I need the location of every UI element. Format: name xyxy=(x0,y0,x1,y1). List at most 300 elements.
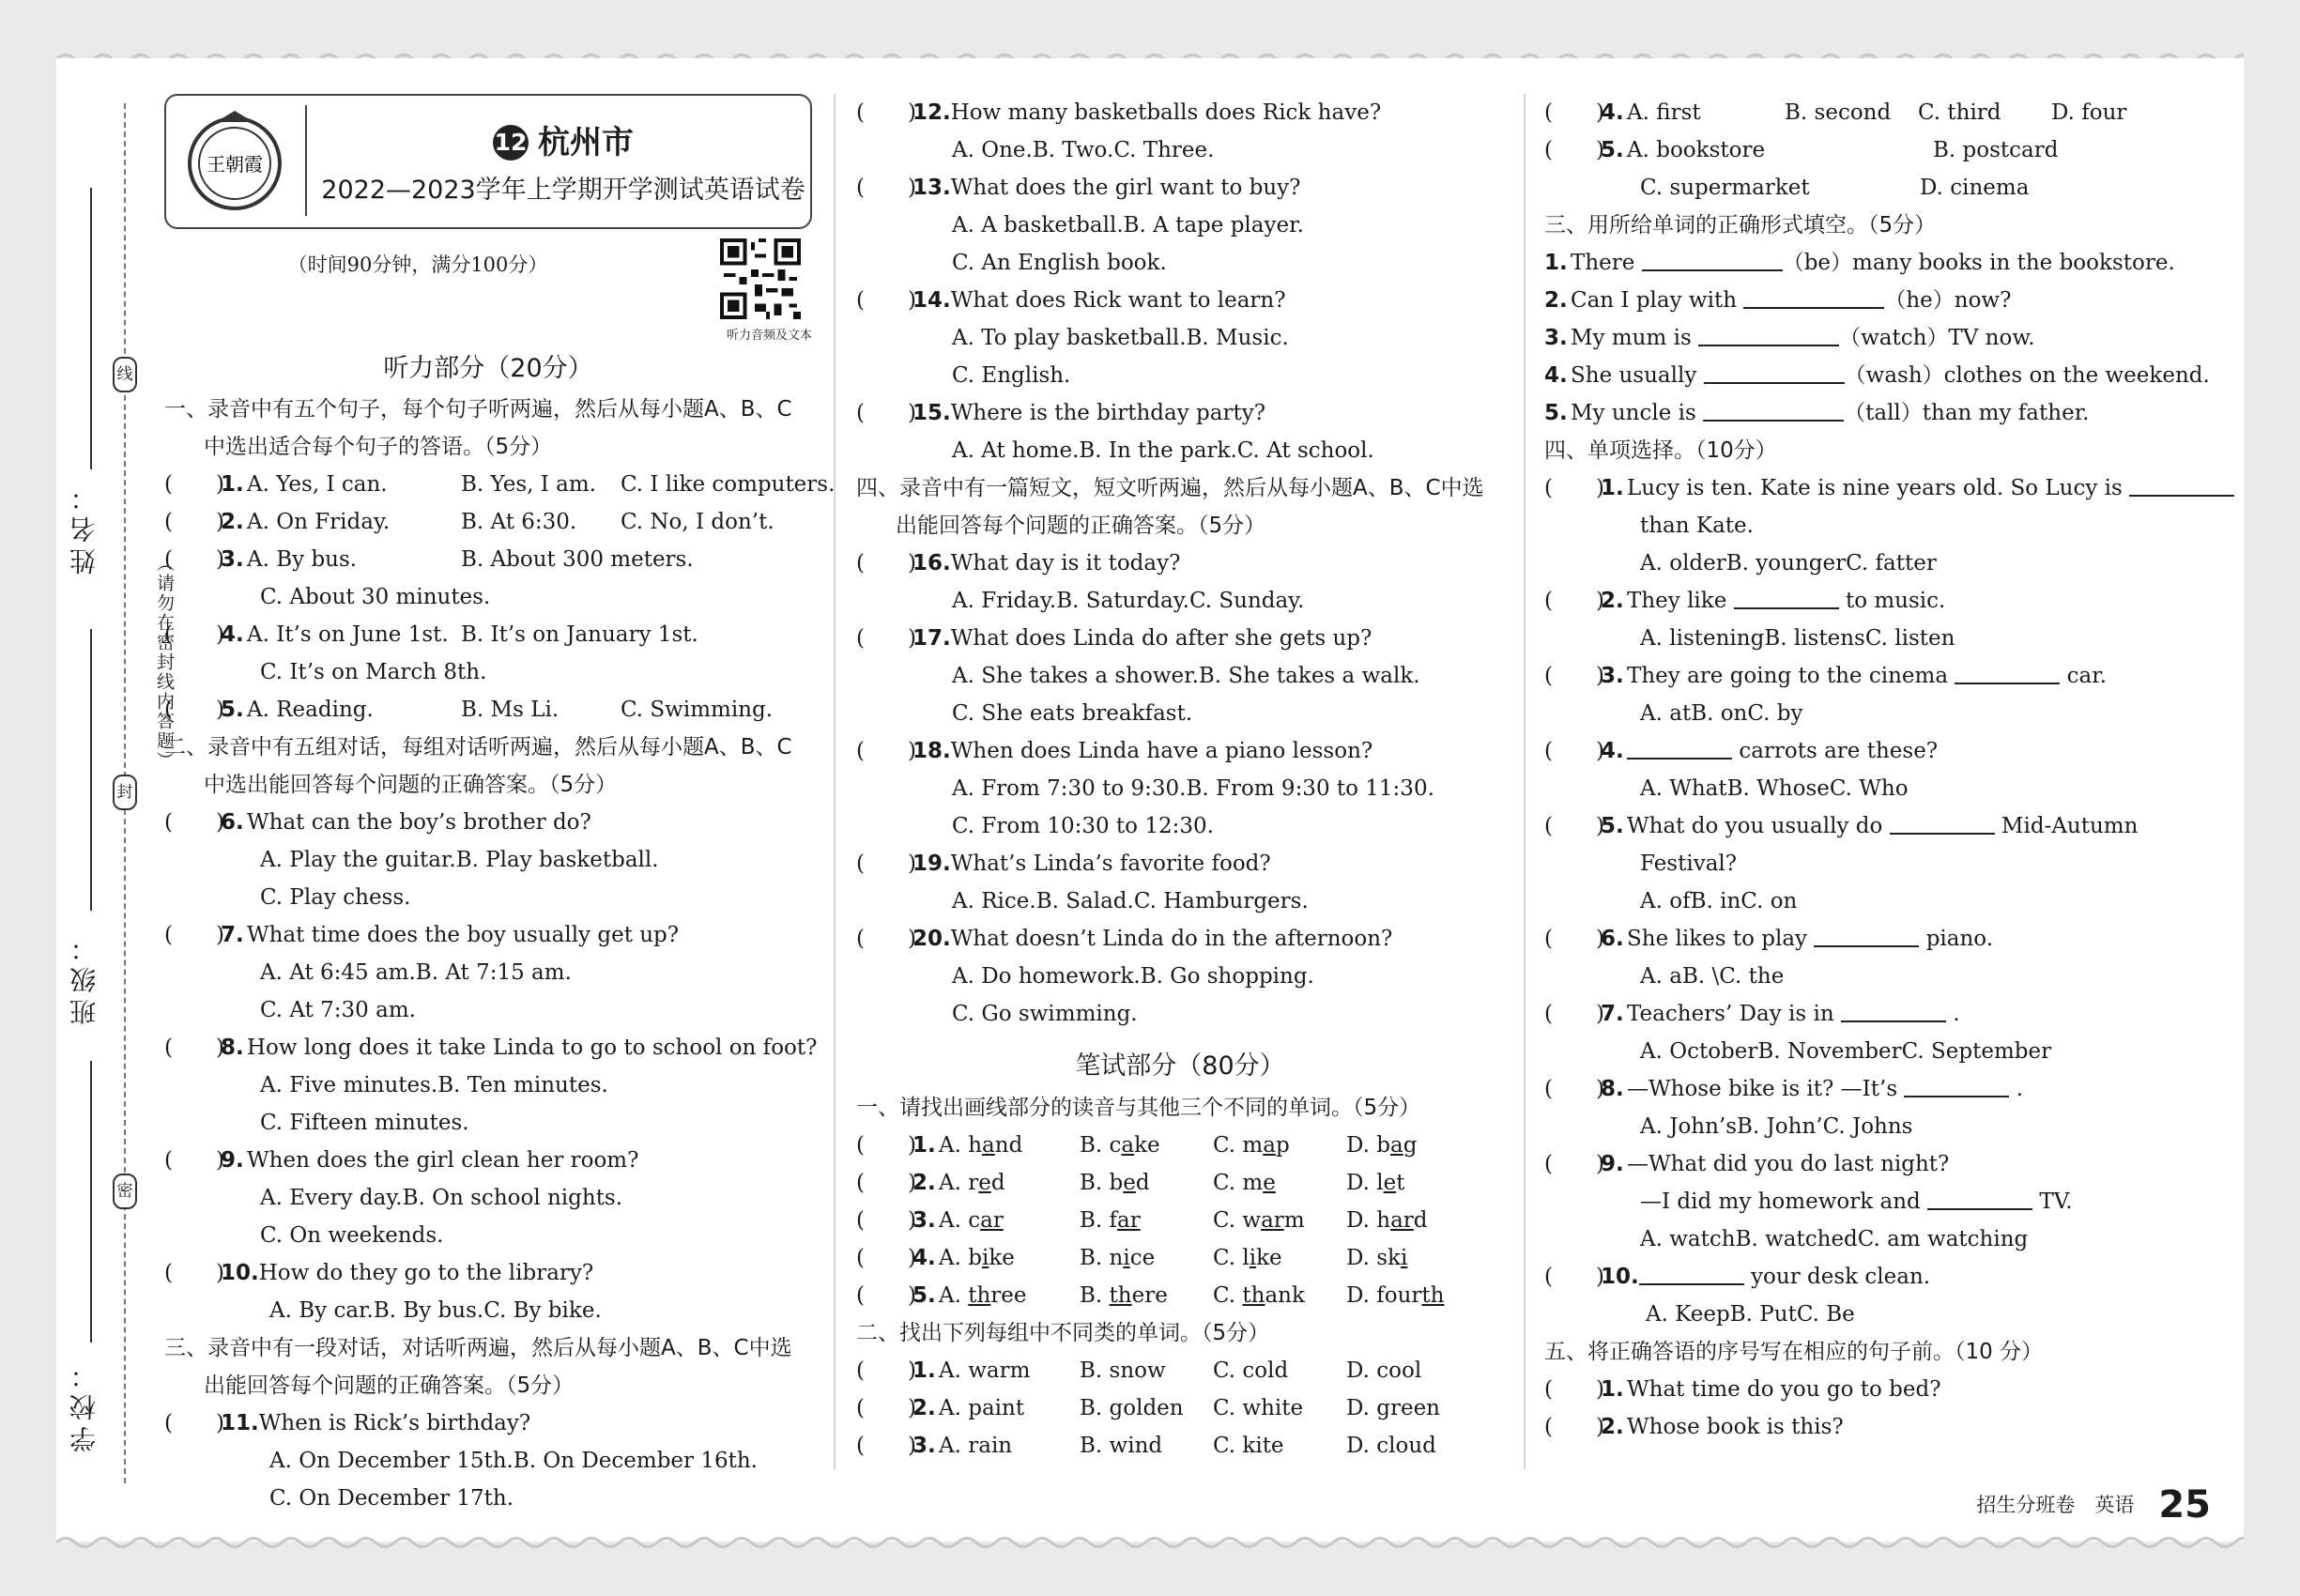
question-text: your desk clean. xyxy=(1751,1265,1931,1289)
question-number: 9. xyxy=(221,1148,244,1173)
options-row xyxy=(1544,1220,2197,1258)
question-number: 5. xyxy=(912,1283,936,1308)
answer-bracket[interactable]: ( ) xyxy=(856,1283,916,1308)
answer-option[interactable]: C. About 30 minutes. xyxy=(260,585,491,609)
answer-option[interactable]: A. a xyxy=(1640,964,1682,989)
answer-option[interactable]: A. On Friday. xyxy=(247,510,391,534)
question-row xyxy=(1544,131,2197,169)
answer-option[interactable]: A. It’s on June 1st. xyxy=(247,622,449,647)
answer-bracket[interactable]: ( ) xyxy=(1544,476,1604,500)
answer-option[interactable]: A. Rice. xyxy=(952,889,1036,913)
answer-option[interactable]: C. fatter xyxy=(1846,551,1937,575)
word-part: C. white xyxy=(1213,1396,1304,1420)
question-number: 10. xyxy=(221,1261,259,1285)
answer-option[interactable]: B. younger xyxy=(1725,551,1847,575)
question-row xyxy=(164,1142,812,1179)
answer-bracket[interactable]: ( ) xyxy=(164,698,224,722)
underlined-letters: th xyxy=(1242,1283,1265,1308)
question-text: How many basketballs does Rick have? xyxy=(950,100,1382,125)
answer-bracket[interactable]: ( ) xyxy=(1544,664,1604,688)
answer-bracket[interactable]: ( ) xyxy=(1544,1265,1604,1289)
answer-option[interactable]: B. Go shopping. xyxy=(1140,964,1314,989)
answer-blank[interactable] xyxy=(1927,1186,2032,1210)
word-option[interactable] xyxy=(939,1127,1080,1164)
answer-option[interactable]: B. \ xyxy=(1681,964,1720,989)
word-option[interactable] xyxy=(1080,1164,1213,1202)
answer-bracket[interactable]: ( ) xyxy=(856,1434,916,1458)
answer-option[interactable]: C. Who xyxy=(1829,776,1909,801)
word-option[interactable] xyxy=(1080,1239,1213,1277)
word-part: C. m xyxy=(1213,1171,1264,1195)
answer-option[interactable]: B. on xyxy=(1691,701,1748,726)
word-option[interactable] xyxy=(1213,1427,1346,1465)
column-separator xyxy=(834,94,836,1469)
answer-option[interactable]: A. She takes a shower. xyxy=(952,664,1199,688)
column-3 xyxy=(1544,94,2210,1446)
word-option[interactable] xyxy=(1213,1164,1346,1202)
word-option[interactable] xyxy=(1346,1127,1417,1164)
answer-option[interactable]: A. By bus. xyxy=(247,547,358,572)
answer-option[interactable]: C. Be xyxy=(1796,1302,1855,1327)
word-option[interactable] xyxy=(1346,1164,1404,1202)
answer-option[interactable]: B. watched xyxy=(1735,1227,1858,1251)
word-part: ke xyxy=(1256,1246,1282,1270)
answer-bracket[interactable]: ( ) xyxy=(164,472,224,497)
answer-option[interactable]: B. November xyxy=(1757,1039,1902,1064)
answer-bracket[interactable]: ( ) xyxy=(856,100,916,125)
section-heading: 一、录音中有五个句子，每个句子听两遍，然后从每小题A、B、C xyxy=(164,397,792,422)
answer-option[interactable]: B. From 9:30 to 11:30. xyxy=(1186,776,1434,801)
word-option[interactable] xyxy=(939,1277,1080,1314)
section-heading: 四、单项选择。（10分） xyxy=(1544,438,1777,463)
page-footer xyxy=(1976,1483,2211,1527)
question-text: piano. xyxy=(1925,927,1994,951)
answer-option[interactable]: C. At school. xyxy=(1236,438,1374,463)
answer-bracket[interactable]: ( ) xyxy=(856,852,916,876)
answer-option[interactable]: B. It’s on January 1st. xyxy=(461,622,698,647)
options-row xyxy=(1544,1108,2197,1145)
answer-option[interactable]: C. Swimming. xyxy=(621,698,774,722)
answer-option[interactable]: A. Five minutes. xyxy=(260,1073,438,1097)
word-option[interactable] xyxy=(1213,1389,1346,1427)
question-text: TV. xyxy=(2039,1189,2073,1214)
answer-option[interactable]: B. in xyxy=(1690,889,1741,913)
answer-blank[interactable] xyxy=(1955,660,2060,684)
answer-bracket[interactable]: ( ) xyxy=(856,1396,916,1420)
question-text: What doesn’t Linda do in the afternoon? xyxy=(950,927,1393,951)
question-number: 14. xyxy=(912,288,951,313)
word-option[interactable] xyxy=(1346,1427,1436,1465)
answer-option[interactable]: B. A tape player. xyxy=(1123,213,1304,238)
answer-bracket[interactable]: ( ) xyxy=(1544,1377,1604,1402)
answer-option[interactable]: B. listens xyxy=(1764,626,1865,651)
seal-badge: 封 xyxy=(113,775,137,810)
word-option[interactable] xyxy=(939,1427,1080,1465)
answer-bracket[interactable]: ( ) xyxy=(856,176,916,200)
word-part: A. rain xyxy=(939,1434,1013,1458)
question-text: Teachers’ Day is in xyxy=(1627,1002,1834,1026)
answer-option[interactable]: B. John’ xyxy=(1737,1114,1823,1139)
answer-option[interactable]: A. What xyxy=(1640,776,1727,801)
answer-option[interactable]: C. An English book. xyxy=(952,251,1167,275)
underlined-letters: a xyxy=(1389,1133,1403,1158)
section-heading: 三、录音中有一段对话，对话听两遍，然后从每小题A、B、C中选 xyxy=(164,1336,792,1360)
word-part: A. r xyxy=(939,1171,979,1195)
answer-bracket[interactable]: ( ) xyxy=(856,626,916,651)
answer-option[interactable]: C. Hamburgers. xyxy=(1133,889,1309,913)
answer-bracket[interactable]: ( ) xyxy=(856,401,916,425)
word-option[interactable] xyxy=(1213,1127,1346,1164)
word-part: D. h xyxy=(1346,1208,1391,1233)
question-row xyxy=(856,1277,1504,1314)
question-continuation: than Kate. xyxy=(1640,514,1754,538)
answer-bracket[interactable]: ( ) xyxy=(856,1171,916,1195)
answer-blank[interactable] xyxy=(1642,247,1783,271)
answer-bracket[interactable]: ( ) xyxy=(856,1358,916,1383)
answer-option[interactable]: B. Saturday. xyxy=(1056,589,1189,613)
answer-bracket[interactable]: ( ) xyxy=(856,1246,916,1270)
question-row xyxy=(1544,282,2197,319)
answer-blank[interactable] xyxy=(1734,585,1839,609)
answer-option[interactable]: A. October xyxy=(1640,1039,1758,1064)
options-row xyxy=(164,1442,812,1480)
answer-option[interactable]: A. bookstore xyxy=(1627,138,1766,162)
word-option[interactable] xyxy=(939,1202,1080,1239)
answer-option[interactable]: C. Play chess. xyxy=(260,885,411,910)
answer-option[interactable]: A. older xyxy=(1640,551,1726,575)
word-option[interactable] xyxy=(939,1389,1080,1427)
answer-option[interactable]: B. In the park. xyxy=(1079,438,1237,463)
answer-blank[interactable] xyxy=(2129,472,2234,497)
answer-option[interactable]: A. At 6:45 am. xyxy=(260,960,416,985)
options-row xyxy=(1544,882,2197,920)
word-option[interactable] xyxy=(939,1352,1080,1389)
question-row xyxy=(856,169,1504,207)
question-row xyxy=(1544,469,2197,507)
answer-bracket[interactable]: ( ) xyxy=(164,547,224,572)
answer-bracket[interactable]: ( ) xyxy=(1544,138,1604,162)
word-option[interactable] xyxy=(1080,1352,1213,1389)
answer-option[interactable]: B. postcard xyxy=(1933,138,2059,162)
exam-meta xyxy=(164,238,812,342)
answer-option[interactable]: C. English. xyxy=(952,363,1071,388)
question-row xyxy=(1544,94,2197,131)
answer-option[interactable]: C. On weekends. xyxy=(260,1223,444,1248)
word-part: B. n xyxy=(1080,1246,1124,1270)
answer-bracket[interactable]: ( ) xyxy=(1544,739,1604,763)
word-part: C. kite xyxy=(1213,1434,1284,1458)
answer-bracket[interactable]: ( ) xyxy=(164,622,224,647)
question-row xyxy=(1544,357,2210,394)
answer-option[interactable]: A. Do homework. xyxy=(952,964,1141,989)
question-number: 12. xyxy=(912,100,951,125)
answer-option[interactable]: C. She eats breakfast. xyxy=(952,701,1193,726)
answer-option[interactable]: A. By car. xyxy=(269,1298,374,1323)
answer-option[interactable]: A. One. xyxy=(952,138,1033,162)
answer-bracket[interactable]: ( ) xyxy=(164,810,224,835)
question-number: 2. xyxy=(1544,288,1568,313)
answer-option[interactable]: C. Fifteen minutes. xyxy=(260,1111,469,1135)
question-number: 4. xyxy=(912,1246,936,1270)
answer-blank[interactable] xyxy=(1627,735,1732,760)
question-text: When does Linda have a piano lesson? xyxy=(950,739,1373,763)
question-row xyxy=(164,691,812,729)
answer-bracket[interactable]: ( ) xyxy=(856,551,916,575)
answer-option[interactable]: A. At home. xyxy=(952,438,1080,463)
answer-option[interactable]: C. am watching xyxy=(1857,1227,2029,1251)
answer-bracket[interactable]: ( ) xyxy=(856,739,916,763)
answer-option[interactable]: B. By bus. xyxy=(373,1298,484,1323)
qr-code-icon[interactable] xyxy=(720,238,801,319)
section-heading: 三、用所给单词的正确形式填空。（5分） xyxy=(1544,213,1937,238)
question-text: What does Linda do after she gets up? xyxy=(950,626,1372,651)
answer-blank[interactable] xyxy=(1704,360,1845,384)
answer-option[interactable]: B. At 6:30. xyxy=(461,510,577,534)
answer-bracket[interactable]: ( ) xyxy=(164,1036,224,1060)
options-row xyxy=(856,432,1504,469)
question-row xyxy=(1544,920,2197,958)
answer-option[interactable]: D. four xyxy=(2051,100,2127,125)
question-text: What day is it today? xyxy=(950,551,1181,575)
question-number: 1. xyxy=(1601,1377,1624,1402)
options-row xyxy=(1544,545,2197,582)
word-option[interactable] xyxy=(1213,1239,1346,1277)
question-row xyxy=(164,503,812,541)
options-row xyxy=(856,207,1504,244)
answer-option[interactable]: A. On December 15th. xyxy=(269,1449,514,1473)
answer-bracket[interactable]: ( ) xyxy=(164,1148,224,1173)
word-option[interactable] xyxy=(1080,1427,1213,1465)
answer-option[interactable]: C. supermarket xyxy=(1640,176,1810,200)
answer-option[interactable]: A. Every day. xyxy=(260,1186,403,1210)
answer-option[interactable]: A. Reading. xyxy=(247,698,374,722)
section-heading: 中选出适合每个句子的答语。（5分） xyxy=(204,435,553,459)
word-option[interactable] xyxy=(1080,1202,1213,1239)
word-option[interactable] xyxy=(1213,1352,1346,1389)
section-heading: 四、录音中有一篇短文，短文听两遍，然后从每小题A、B、C中选 xyxy=(856,476,1484,500)
answer-option[interactable]: B. Yes, I am. xyxy=(461,472,596,497)
answer-option[interactable]: D. cinema xyxy=(1920,176,2030,200)
answer-option[interactable]: B. Two. xyxy=(1032,138,1114,162)
answer-bracket[interactable]: ( ) xyxy=(164,1411,224,1435)
question-text: They like xyxy=(1627,589,1727,613)
answer-option[interactable]: B. Play basketball. xyxy=(455,848,659,872)
fill-sentence-start: Can I play with xyxy=(1571,288,1738,313)
word-option[interactable] xyxy=(1346,1202,1428,1239)
question-number: 16. xyxy=(912,551,951,575)
answer-option[interactable]: A. of xyxy=(1640,889,1691,913)
question-row xyxy=(164,1404,812,1442)
answer-option[interactable]: B. At 7:15 am. xyxy=(415,960,572,985)
binding-spine xyxy=(58,103,175,1483)
answer-option[interactable]: B. On December 16th. xyxy=(513,1449,758,1473)
word-option[interactable] xyxy=(939,1164,1080,1202)
answer-option[interactable]: A. Friday. xyxy=(952,589,1057,613)
question-text: Where is the birthday party? xyxy=(950,401,1266,425)
answer-option[interactable]: B. Whose xyxy=(1726,776,1830,801)
underlined-letters: e xyxy=(1263,1171,1276,1195)
answer-option[interactable]: A. watch xyxy=(1640,1227,1736,1251)
answer-option[interactable]: C. by xyxy=(1747,701,1803,726)
section-heading: 五、将正确答语的序号写在相应的句子前。（10 分） xyxy=(1544,1340,2044,1364)
options-row xyxy=(856,244,1504,282)
answer-bracket[interactable]: ( ) xyxy=(1544,814,1604,838)
question-row xyxy=(1544,582,2197,620)
answer-option[interactable]: B. Ten minutes. xyxy=(437,1073,608,1097)
answer-blank[interactable] xyxy=(1841,998,1946,1022)
question-row xyxy=(1544,394,2197,432)
word-part: B. golden xyxy=(1080,1396,1184,1420)
options-row xyxy=(1544,1296,2197,1333)
question-number: 19. xyxy=(912,852,951,876)
answer-bracket[interactable]: ( ) xyxy=(1544,1152,1604,1176)
question-number: 3. xyxy=(912,1208,936,1233)
question-number: 2. xyxy=(912,1171,936,1195)
underlined-letters: a xyxy=(1263,1133,1276,1158)
answer-bracket[interactable]: ( ) xyxy=(164,510,224,534)
question-number: 9. xyxy=(1601,1152,1624,1176)
page-number: 25 xyxy=(2158,1483,2211,1527)
section-heading: 出能回答每个问题的正确答案。（5分） xyxy=(896,514,1266,538)
answer-blank[interactable] xyxy=(1639,1261,1744,1285)
answer-option[interactable]: B. About 300 meters. xyxy=(461,547,694,572)
word-part: B. wind xyxy=(1080,1434,1163,1458)
word-option[interactable] xyxy=(1080,1277,1213,1314)
question-text: When does the girl clean her room? xyxy=(247,1148,639,1173)
answer-blank[interactable] xyxy=(1814,923,1919,947)
word-option[interactable] xyxy=(1346,1352,1421,1389)
bottom-wavy-edge xyxy=(56,1534,2244,1551)
fill-sentence-start: My mum is xyxy=(1571,326,1692,350)
question-row xyxy=(164,541,812,578)
answer-blank[interactable] xyxy=(1703,397,1844,422)
listening-section-title: 听力部分（20分） xyxy=(383,354,593,383)
answer-bracket[interactable]: ( ) xyxy=(1544,589,1604,613)
answer-option[interactable]: A. Yes, I can. xyxy=(247,472,388,497)
answer-bracket[interactable]: ( ) xyxy=(164,923,224,947)
answer-option[interactable]: C. Johns xyxy=(1822,1114,1913,1139)
fill-sentence-start: She usually xyxy=(1571,363,1697,388)
answer-option[interactable]: C. on xyxy=(1740,889,1798,913)
question-text: Whose book is this? xyxy=(1627,1415,1844,1439)
question-text: What can the boy’s brother do? xyxy=(247,810,591,835)
word-option[interactable] xyxy=(1346,1389,1440,1427)
answer-option[interactable]: A. John’s xyxy=(1640,1114,1738,1139)
answer-option[interactable]: A. A basketball. xyxy=(952,213,1124,238)
answer-option[interactable]: A. To play basketball. xyxy=(952,326,1187,350)
answer-bracket[interactable]: ( ) xyxy=(1544,927,1604,951)
answer-option[interactable]: A. at xyxy=(1640,701,1692,726)
column-1-questions xyxy=(164,391,836,1517)
question-number: 7. xyxy=(221,923,244,947)
answer-blank[interactable] xyxy=(1698,322,1839,346)
answer-option[interactable]: C. Three. xyxy=(1113,138,1215,162)
word-part: nd xyxy=(994,1133,1023,1158)
answer-option[interactable]: A. From 7:30 to 9:30. xyxy=(952,776,1187,801)
answer-bracket[interactable]: ( ) xyxy=(856,288,916,313)
answer-option[interactable]: C. No, I don’t. xyxy=(621,510,774,534)
answer-option[interactable]: C. listen xyxy=(1864,626,1955,651)
word-part: C. m xyxy=(1213,1133,1264,1158)
answer-bracket[interactable]: ( ) xyxy=(164,1261,224,1285)
answer-option[interactable]: A. Play the guitar. xyxy=(260,848,456,872)
word-part: C. xyxy=(1213,1283,1243,1308)
answer-bracket[interactable]: ( ) xyxy=(1544,1002,1604,1026)
answer-bracket[interactable]: ( ) xyxy=(856,1208,916,1233)
word-option[interactable] xyxy=(1346,1277,1444,1314)
options-row xyxy=(1544,770,2197,807)
options-row xyxy=(164,1067,812,1104)
answer-option[interactable]: C. Sunday. xyxy=(1188,589,1305,613)
answer-option[interactable]: B. Put xyxy=(1729,1302,1797,1327)
answer-option[interactable]: C. On December 17th. xyxy=(269,1486,514,1511)
answer-option[interactable]: B. Salad. xyxy=(1035,889,1134,913)
word-option[interactable] xyxy=(1080,1127,1213,1164)
answer-option[interactable]: C. September xyxy=(1901,1039,2052,1064)
answer-option[interactable]: C. Go swimming. xyxy=(952,1002,1138,1026)
question-row xyxy=(164,916,812,954)
answer-option[interactable]: C. the xyxy=(1719,964,1785,989)
answer-blank[interactable] xyxy=(1890,810,1995,835)
word-part: ree xyxy=(990,1283,1027,1308)
answer-option[interactable]: C. By bike. xyxy=(483,1298,602,1323)
underlined-letters: i xyxy=(1123,1246,1130,1270)
underlined-letters: e xyxy=(978,1171,991,1195)
answer-bracket[interactable]: ( ) xyxy=(1544,1415,1604,1439)
options-row xyxy=(1544,620,2197,657)
answer-option[interactable]: C. It’s on March 8th. xyxy=(260,660,487,684)
word-option[interactable] xyxy=(1213,1202,1346,1239)
answer-option[interactable]: C. I like computers. xyxy=(621,472,836,497)
answer-option[interactable]: A. first xyxy=(1627,100,1701,125)
answer-blank[interactable] xyxy=(1743,284,1884,309)
answer-bracket[interactable]: ( ) xyxy=(1544,1077,1604,1101)
answer-option[interactable]: C. At 7:30 am. xyxy=(260,998,416,1022)
question-number: 2. xyxy=(912,1396,936,1420)
word-option[interactable] xyxy=(1346,1239,1407,1277)
answer-option[interactable]: C. third xyxy=(1918,100,2001,125)
word-option[interactable] xyxy=(939,1239,1080,1277)
options-row xyxy=(856,657,1504,695)
question-text: Mid-Autumn xyxy=(2001,814,2139,838)
answer-option[interactable]: A. listening xyxy=(1640,626,1765,651)
answer-blank[interactable] xyxy=(1904,1073,2009,1097)
underlined-letters: th xyxy=(1109,1283,1132,1308)
section-heading: 出能回答每个问题的正确答案。（5分） xyxy=(204,1373,575,1398)
answer-option[interactable]: B. On school nights. xyxy=(402,1186,623,1210)
answer-bracket[interactable]: ( ) xyxy=(856,927,916,951)
question-text: How long does it take Linda to go to school on foot? xyxy=(247,1036,818,1060)
answer-option[interactable]: A. Keep xyxy=(1646,1302,1730,1327)
answer-option[interactable]: B. She takes a walk. xyxy=(1198,664,1420,688)
word-part: ere xyxy=(1131,1283,1168,1308)
question-text: What time does the boy usually get up? xyxy=(247,923,680,947)
question-text: They are going to the cinema xyxy=(1627,664,1949,688)
question-number: 1. xyxy=(1601,476,1624,500)
answer-option[interactable]: B. Ms Li. xyxy=(461,698,560,722)
options-row xyxy=(164,1179,812,1217)
question-row xyxy=(856,1164,1504,1202)
word-option[interactable] xyxy=(1080,1389,1213,1427)
answer-option[interactable]: B. Music. xyxy=(1186,326,1289,350)
question-row xyxy=(856,732,1504,770)
writing-section-title: 笔试部分（80分） xyxy=(1075,1051,1285,1081)
answer-option[interactable]: B. second xyxy=(1785,100,1892,125)
answer-bracket[interactable]: ( ) xyxy=(856,1133,916,1158)
word-option[interactable] xyxy=(1213,1277,1346,1314)
answer-option[interactable]: C. From 10:30 to 12:30. xyxy=(952,814,1214,838)
answer-bracket[interactable]: ( ) xyxy=(1544,100,1604,125)
